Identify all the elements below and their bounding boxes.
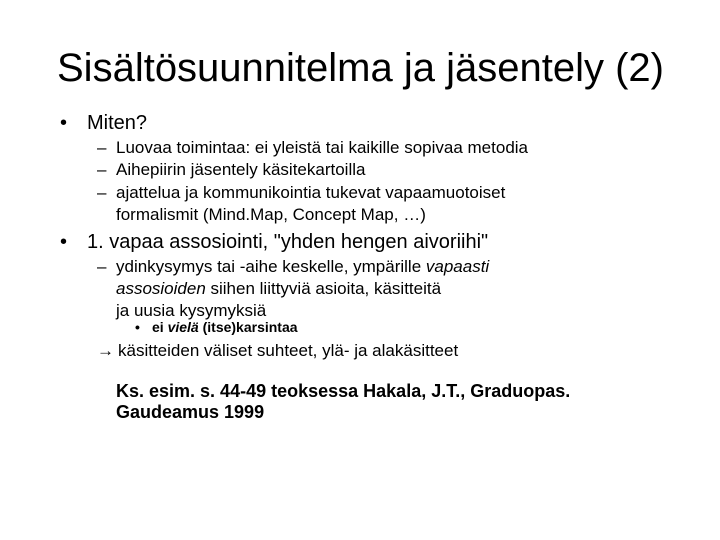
level3-bullet-karsinta: ei vielä (itse)karsintaa	[152, 319, 298, 335]
bullet-dot: •	[135, 319, 140, 335]
slide-title: Sisältösuunnitelma ja jäsentely (2)	[57, 46, 664, 90]
sub-bullet-ajattelua: ajattelua ja kommunikointia tukevat vapaamuotoiset	[116, 183, 506, 202]
dash-marker: –	[97, 257, 107, 276]
sub-bullet-aihepiirin: Aihepiirin jäsentely käsitekartoilla	[116, 160, 366, 179]
sub-bullet-luovaa: Luovaa toimintaa: ei yleistä tai kaikille sopivaa metodia	[116, 138, 529, 157]
sub-bullet-ydinkysymys	[116, 256, 489, 322]
sub-bullet-line: ydinkysymys tai -aihe keskelle, ympärille vapaasti	[116, 257, 490, 276]
dash-marker: –	[97, 160, 107, 179]
reference-line-2: Gaudeamus 1999	[116, 402, 265, 422]
reference-line-1: Ks. esim. s. 44-49 teoksessa Hakala, J.T., Graduopas.	[116, 381, 571, 401]
dash-marker: –	[97, 183, 107, 202]
dash-marker: –	[97, 138, 107, 157]
sub-bullet-line: ja uusia kysymyksiä	[116, 301, 267, 320]
bullet-dot: •	[60, 231, 68, 253]
arrow-icon: →	[97, 341, 114, 360]
bullet-vapaa-assosiointi: 1. vapaa assosiointi, "yhden hengen aivoriihi"	[87, 231, 489, 253]
arrow-text: käsitteiden väliset suhteet, ylä- ja alakäsitteet	[118, 341, 459, 360]
bullet-miten: Miten?	[87, 112, 148, 134]
sub-bullet-formalismit: formalismit (Mind.Map, Concept Map, …)	[116, 205, 426, 224]
bullet-dot: •	[60, 112, 68, 134]
sub-bullet-line: assosioiden siihen liittyviä asioita, käsitteitä	[116, 279, 442, 298]
